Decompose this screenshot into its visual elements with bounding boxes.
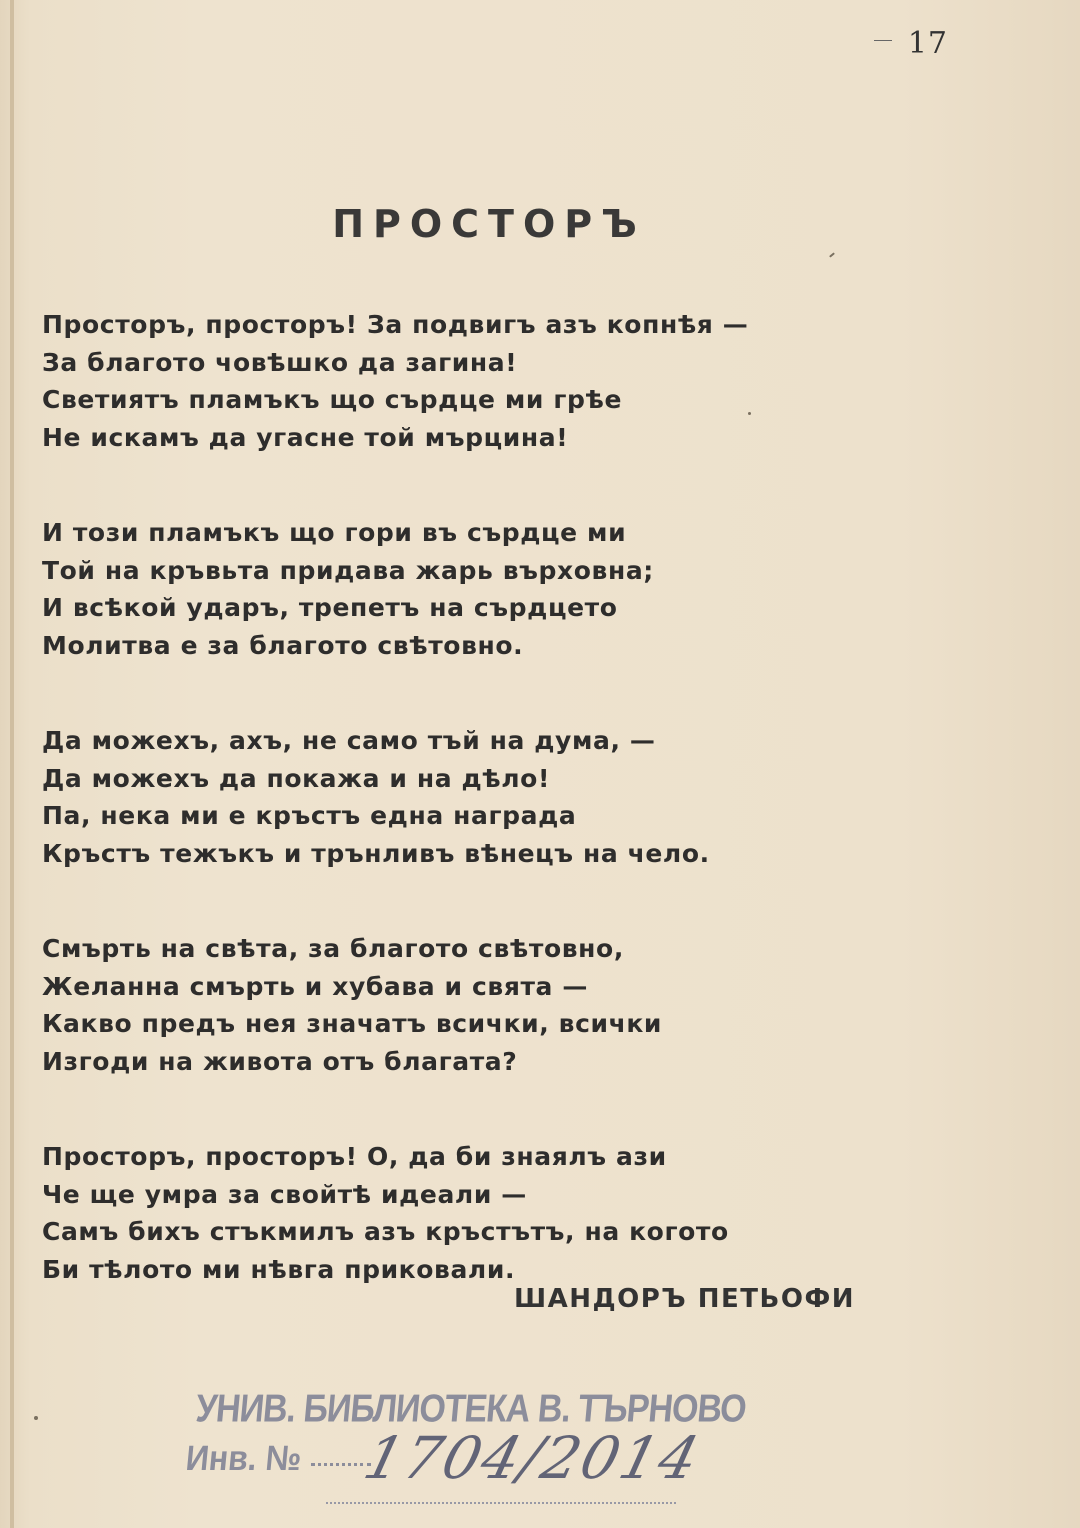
poem-line: Самъ бихъ стъкмилъ азъ кръстътъ, на когото (42, 1217, 729, 1246)
stamp-inventory-number: 1704/2014 (357, 1424, 708, 1492)
poem-line: Би тѣлото ми нѣвга приковали. (42, 1254, 516, 1284)
stanza-2 (42, 514, 942, 664)
stamp-inventory-row (186, 1440, 375, 1477)
poem-line: Какво предъ нея значатъ всички, всички (42, 1009, 663, 1038)
paper-speck (34, 1416, 38, 1420)
poem-line: Желанна смърть и хубава и свята — (42, 971, 588, 1001)
poem-line: За благото човѣшко да загина! (42, 347, 518, 377)
poem-title: ПРОСТОРЪ (332, 202, 646, 246)
poem-line: И всѣкой ударъ, трепетъ на сърдцето (42, 593, 618, 622)
stanza-3 (42, 722, 942, 872)
stamp-library-name: УНИВ. БИБЛИОТЕКА В. ТЪРНОВО (194, 1387, 748, 1431)
author-signature: ШАНДОРЪ ПЕТЬОФИ (513, 1284, 855, 1314)
stamp-underline (326, 1502, 676, 1504)
poem-line: Да можехъ, ахъ, не само тъй на дума, — (42, 726, 656, 755)
stamp-dots (311, 1463, 371, 1466)
poem-line: Кръстъ тежъкъ и трънливъ вѣнецъ на чело. (42, 838, 710, 868)
poem-line: Просторъ, просторъ! За подвигъ азъ копнѣя — (42, 310, 749, 339)
poem-body (42, 306, 942, 1346)
poem-line: И този пламъкъ що гори въ сърдце ми (42, 518, 627, 547)
poem-line: Изгоди на живота отъ благата? (42, 1046, 518, 1076)
library-stamp (184, 1387, 748, 1520)
poem-line: Той на кръвьта придава жарь върховна; (42, 555, 654, 585)
poem-line: Светиятъ пламъкъ що сърдце ми грѣе (42, 385, 623, 414)
page-number: 17 (907, 26, 948, 61)
page-number-dash (874, 40, 892, 41)
stanza-5 (42, 1138, 942, 1288)
poem-line: Че ще умра за свойтѣ идеали — (42, 1179, 527, 1209)
poem-line: Смърть на свѣта, за благото свѣтовно, (42, 934, 624, 963)
stanza-1 (42, 306, 942, 456)
paper-speck (829, 252, 835, 257)
poem-line: Па, нека ми е кръстъ една награда (42, 801, 577, 830)
poem-line: Просторъ, просторъ! О, да би знаялъ ази (42, 1142, 667, 1171)
stamp-inventory-label: Инв. № (184, 1438, 304, 1478)
poem-line: Молитва е за благото свѣтовно. (42, 630, 524, 660)
stanza-4 (42, 930, 942, 1080)
paper-speck (748, 412, 751, 415)
poem-line: Да можехъ да покажа и на дѣло! (42, 763, 550, 793)
poem-line: Не искамъ да угасне той мърцина! (42, 422, 569, 452)
